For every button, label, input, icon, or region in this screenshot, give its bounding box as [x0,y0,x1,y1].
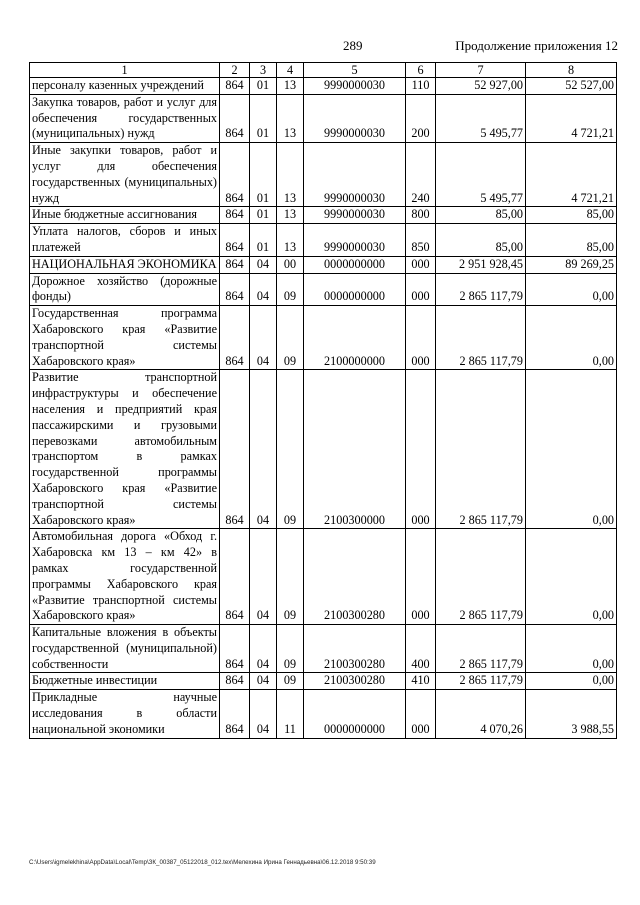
row-subsection-cell: 00 [277,256,304,273]
row-code-cell: 864 [220,306,250,370]
row-code-cell: 864 [220,690,250,738]
row-expense-type-cell: 000 [406,256,436,273]
row-section-cell: 04 [250,306,277,370]
row-name-cell: Автомобильная дорога «Обход г. Хабаровска км 13 – км 42» в рамках государственной программы Хабаровского края «Развитие транспортной системы Хабаровского края» [30,529,220,625]
budget-table [29,62,617,739]
row-amount-2020-cell: 0,00 [526,673,617,690]
row-code-cell: 864 [220,673,250,690]
row-section-cell: 04 [250,529,277,625]
row-name-cell: Уплата налогов, сборов и иных платежей [30,224,220,257]
row-code-cell: 864 [220,529,250,625]
row-amount-2019-cell: 2 865 117,79 [436,273,526,306]
row-amount-2020-cell: 85,00 [526,224,617,257]
row-section-cell: 04 [250,273,277,306]
row-amount-2020-cell: 0,00 [526,306,617,370]
table-row [30,370,617,529]
row-amount-2020-cell: 0,00 [526,529,617,625]
row-amount-2020-cell: 0,00 [526,273,617,306]
row-subsection-cell: 11 [277,690,304,738]
column-header: 4 [277,63,304,78]
row-name-cell: Иные бюджетные ассигнования [30,207,220,224]
table-row [30,224,617,257]
row-expense-type-cell: 000 [406,370,436,529]
row-subsection-cell: 09 [277,306,304,370]
row-subsection-cell: 09 [277,625,304,673]
row-amount-2019-cell: 85,00 [436,224,526,257]
row-target-article-cell: 0000000000 [304,256,406,273]
row-amount-2019-cell: 4 070,26 [436,690,526,738]
row-code-cell: 864 [220,78,250,95]
row-target-article-cell: 9990000030 [304,207,406,224]
row-code-cell: 864 [220,273,250,306]
row-section-cell: 04 [250,370,277,529]
row-subsection-cell: 13 [277,207,304,224]
table-header-row [30,63,617,78]
column-header: 3 [250,63,277,78]
row-code-cell: 864 [220,370,250,529]
row-subsection-cell: 13 [277,78,304,95]
row-subsection-cell: 09 [277,673,304,690]
row-expense-type-cell: 800 [406,207,436,224]
row-expense-type-cell: 240 [406,143,436,207]
row-subsection-cell: 09 [277,370,304,529]
row-expense-type-cell: 850 [406,224,436,257]
row-name-cell: Прикладные научные исследования в области национальной экономики [30,690,220,738]
row-target-article-cell: 9990000030 [304,143,406,207]
column-header: 6 [406,63,436,78]
row-amount-2019-cell: 85,00 [436,207,526,224]
row-target-article-cell: 9990000030 [304,78,406,95]
row-amount-2020-cell: 4 721,21 [526,94,617,142]
row-name-cell: Дорожное хозяйство (дорожные фонды) [30,273,220,306]
row-amount-2020-cell: 4 721,21 [526,143,617,207]
row-code-cell: 864 [220,94,250,142]
row-code-cell: 864 [220,207,250,224]
row-section-cell: 01 [250,207,277,224]
row-name-cell: Капитальные вложения в объекты государственной (муниципальной) собственности [30,625,220,673]
row-name-cell: Бюджетные инвестиции [30,673,220,690]
row-section-cell: 04 [250,690,277,738]
row-section-cell: 01 [250,94,277,142]
table-row [30,273,617,306]
table-row [30,625,617,673]
row-amount-2019-cell: 5 495,77 [436,94,526,142]
row-name-cell: персоналу казенных учреждений [30,78,220,95]
row-amount-2019-cell: 2 865 117,79 [436,529,526,625]
table-row [30,673,617,690]
table-row [30,256,617,273]
row-expense-type-cell: 400 [406,625,436,673]
row-target-article-cell: 9990000030 [304,94,406,142]
row-target-article-cell: 2100000000 [304,306,406,370]
row-amount-2020-cell: 3 988,55 [526,690,617,738]
row-target-article-cell: 0000000000 [304,273,406,306]
row-code-cell: 864 [220,224,250,257]
row-target-article-cell: 2100300280 [304,625,406,673]
column-header: 1 [30,63,220,78]
row-name-cell: Развитие транспортной инфраструктуры и обеспечение населения и предприятий края пассажирскими и грузовыми перевозками автомобильным транспортом в рамках государственной программы Хабаровского края «Развитие транспортной системы Хабаровского края» [30,370,220,529]
row-amount-2020-cell: 85,00 [526,207,617,224]
row-amount-2019-cell: 2 865 117,79 [436,673,526,690]
table-row [30,306,617,370]
column-header: 8 [526,63,617,78]
row-section-cell: 01 [250,78,277,95]
table-body [30,78,617,739]
row-target-article-cell: 9990000030 [304,224,406,257]
column-header: 7 [436,63,526,78]
row-target-article-cell: 2100300280 [304,529,406,625]
table-row [30,143,617,207]
row-expense-type-cell: 110 [406,78,436,95]
row-amount-2019-cell: 2 865 117,79 [436,370,526,529]
page-number: 289 [343,38,363,53]
row-target-article-cell: 2100300000 [304,370,406,529]
row-code-cell: 864 [220,143,250,207]
row-section-cell: 01 [250,143,277,207]
row-section-cell: 04 [250,673,277,690]
row-name-cell: Государственная программа Хабаровского края «Развитие транспортной системы Хабаровского края» [30,306,220,370]
file-path-footer: C:\Users\igmelekhina\AppData\Local\Temp\ЗК_00387_05122018_012.tex\Мелехина Ирина Геннадьевна\06.12.2018 9:50:39 [29,859,376,866]
table-row [30,207,617,224]
row-amount-2019-cell: 2 865 117,79 [436,306,526,370]
row-amount-2020-cell: 0,00 [526,625,617,673]
table-row [30,78,617,95]
column-header: 2 [220,63,250,78]
continuation-label: Продолжение приложения 12 [455,38,618,53]
row-expense-type-cell: 000 [406,529,436,625]
row-name-cell: Закупка товаров, работ и услуг для обеспечения государственных (муниципальных) нужд [30,94,220,142]
column-header: 5 [304,63,406,78]
row-subsection-cell: 13 [277,224,304,257]
row-name-cell: НАЦИОНАЛЬНАЯ ЭКОНОМИКА [30,256,220,273]
page-header [0,38,640,58]
row-subsection-cell: 09 [277,529,304,625]
row-expense-type-cell: 000 [406,273,436,306]
row-expense-type-cell: 200 [406,94,436,142]
row-amount-2019-cell: 5 495,77 [436,143,526,207]
row-code-cell: 864 [220,256,250,273]
row-amount-2019-cell: 2 951 928,45 [436,256,526,273]
row-code-cell: 864 [220,625,250,673]
table-row [30,690,617,738]
row-expense-type-cell: 000 [406,690,436,738]
row-amount-2020-cell: 52 527,00 [526,78,617,95]
row-target-article-cell: 0000000000 [304,690,406,738]
row-expense-type-cell: 000 [406,306,436,370]
table-row [30,94,617,142]
row-amount-2020-cell: 0,00 [526,370,617,529]
row-expense-type-cell: 410 [406,673,436,690]
row-amount-2019-cell: 52 927,00 [436,78,526,95]
row-section-cell: 01 [250,224,277,257]
table-row [30,529,617,625]
row-subsection-cell: 13 [277,143,304,207]
row-name-cell: Иные закупки товаров, работ и услуг для обеспечения государственных (муниципальных) нужд [30,143,220,207]
row-amount-2020-cell: 89 269,25 [526,256,617,273]
row-subsection-cell: 09 [277,273,304,306]
row-section-cell: 04 [250,256,277,273]
row-subsection-cell: 13 [277,94,304,142]
row-target-article-cell: 2100300280 [304,673,406,690]
row-section-cell: 04 [250,625,277,673]
row-amount-2019-cell: 2 865 117,79 [436,625,526,673]
